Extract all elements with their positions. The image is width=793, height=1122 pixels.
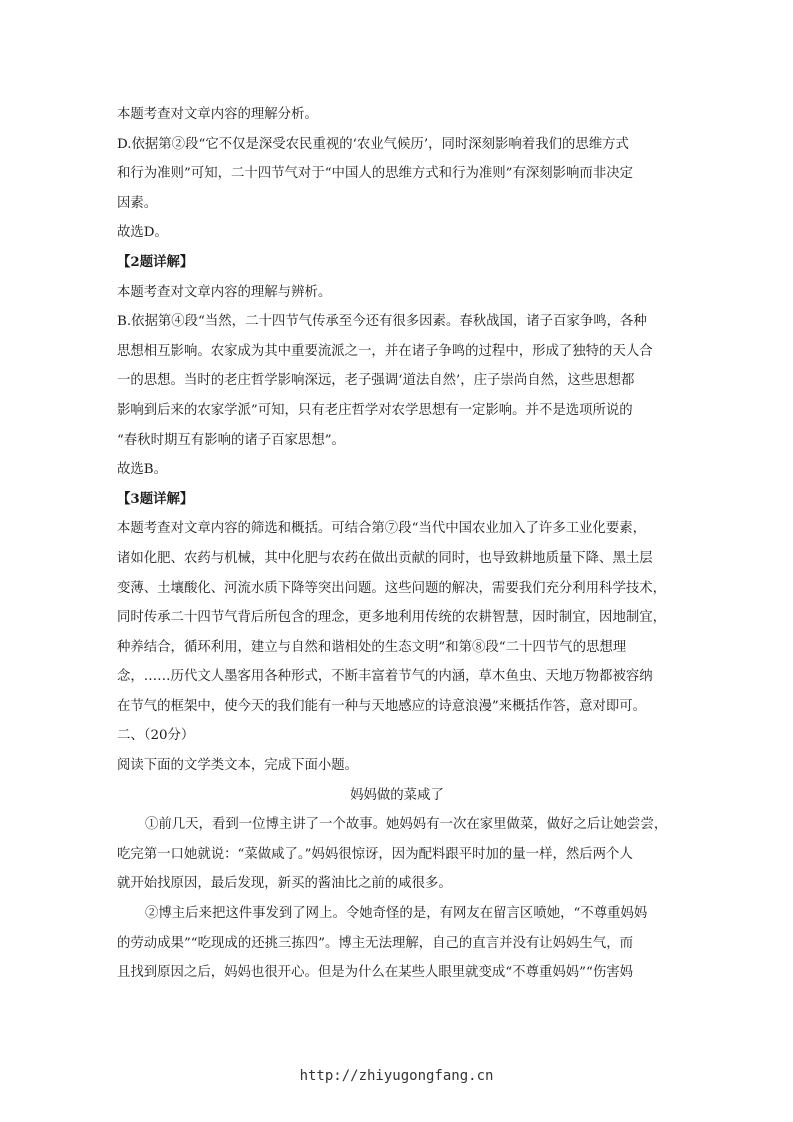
text-line: 一的思想。当时的老庄哲学影响深远，老子强调‘道法自然’，庄子崇尚自然，这些思想都 — [117, 373, 635, 389]
section-heading: 【3题详解】 — [117, 490, 194, 507]
text-line: 本题考查对文章内容的理解分析。 — [117, 107, 318, 122]
section-title: 二、（20分） — [117, 728, 195, 744]
text-line: 本题考查对文章内容的筛选和概括。可结合第⑦段“当代中国农业加入了许多工业化要素， — [117, 521, 647, 537]
text-line: 在节气的框架中，使今天的我们能有一种与天地感应的诗意浪漫”来概括作答，意对即可。 — [117, 698, 647, 714]
article-title: 妈妈做的菜咸了 — [350, 787, 444, 803]
text-line: 就开始找原因，最后发现，新买的酱油比之前的咸很多。 — [117, 876, 452, 892]
text-line: 故选D。 — [117, 225, 168, 241]
text-line: 且找到原因之后，妈妈也很开心。但是为什么在某些人眼里就变成“不尊重妈妈”“伤害妈 — [117, 965, 633, 981]
text-line: ②博主后来把这件事发到了网上。令她奇怪的是，有网友在留言区喷她，“不尊重妈妈 — [145, 906, 648, 922]
instruction-line: 阅读下面的文学类文本，完成下面小题。 — [117, 758, 359, 774]
text-line: 故选B。 — [117, 462, 168, 478]
text-line: 种养结合，循环利用，建立与自然和谐相处的生态文明”和第⑧段“二十四节气的思想理 — [117, 639, 627, 655]
text-line: 变薄、土壤酸化、河流水质下降等突出问题。这些问题的解决，需要我们充分利用科学技术， — [117, 580, 667, 596]
text-line: 诸如化肥、农药与机械，其中化肥与农药在做出贡献的同时，也导致耕地质量下降、黑土层 — [117, 550, 653, 566]
text-line: 因素。 — [117, 195, 158, 211]
text-line: 同时传承二十四节气背后所包含的理念，更多地利用传统的农耕智慧，因时制宜，因地制宜， — [117, 610, 667, 626]
text-line: 念，……历代文人墨客用各种形式，不断丰富着节气的内涵，草木鱼虫、天地万物都被容纳 — [117, 669, 653, 685]
text-line: B.依据第④段“当然，二十四节气传承至今还有很多因素。春秋战国，诸子百家争鸣，各种 — [117, 314, 647, 330]
text-line: 本题考查对文章内容的理解与辨析。 — [117, 284, 332, 300]
text-line: ①前几天，看到一位博主讲了一个故事。她妈妈有一次在家里做菜，做好之后让她尝尝， — [145, 817, 668, 833]
text-line: 和行为准则”可知，二十四节气对于“中国人的思维方式和行为准则”有深刻影响而非决定 — [117, 166, 633, 182]
text-line: D.依据第②段“它不仅是深受农民重视的‘农业气候历’，同时深刻影响着我们的思维方式 — [117, 136, 629, 152]
text-line: 思想相互影响。农家成为其中重要流派之一，并在诸子争鸣的过程中，形成了独特的天人合 — [117, 343, 653, 359]
text-line: 影响到后来的农家学派”可知，只有老庄哲学对农学思想有一定影响。并不是选项所说的 — [117, 402, 633, 418]
text-line: 的劳动成果”“吃现成的还挑三拣四”。博主无法理解，自己的直言并没有让妈妈生气，而 — [117, 935, 633, 951]
text-line: “春秋时期互有影响的诸子百家思想”。 — [117, 432, 345, 448]
document-body — [117, 100, 677, 988]
text-line: 吃完第一口她就说：“菜做咸了。”妈妈很惊讶，因为配料跟平时加的量一样，然后两个人 — [117, 846, 633, 862]
section-heading: 【2题详解】 — [117, 253, 194, 270]
footer-url: http://zhiyugongfang.cn — [299, 1068, 494, 1084]
